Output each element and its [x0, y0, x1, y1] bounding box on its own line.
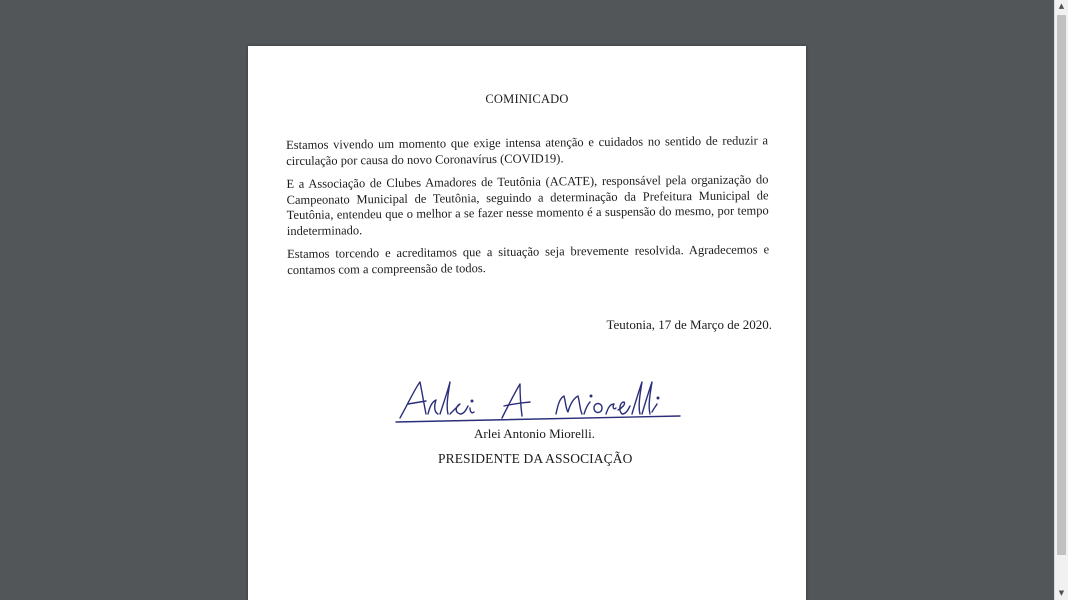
- scrollbar-thumb[interactable]: [1057, 15, 1066, 555]
- signer-role: PRESIDENTE DA ASSOCIAÇÃO: [438, 451, 633, 466]
- vertical-scrollbar[interactable]: [1054, 0, 1068, 600]
- scroll-down-arrow-icon[interactable]: ▼: [1058, 589, 1065, 597]
- signer-name: Arlei Antonio Miorelli.: [474, 426, 595, 441]
- document-page: [248, 46, 806, 600]
- handwritten-signature: [394, 374, 684, 424]
- scroll-up-arrow-icon[interactable]: ▲: [1058, 2, 1065, 10]
- paragraph-3: Estamos torcendo e acreditamos que a situação seja brevemente resolvida. Agradecemos e contamos com a compreensão de todos.: [287, 242, 770, 277]
- paragraph-1: Estamos vivendo um momento que exige intensa atenção e cuidados no sentido de reduzir a circulação por causa do novo Coronavírus (COVID19).: [286, 133, 769, 168]
- paragraph-2: E a Associação de Clubes Amadores de Teutônia (ACATE), responsável pela organização do Campeonato Municipal de Teutônia, seguindo a determinação da Prefeitura Municipal de Teutônia, entendeu que o melhor a se fazer nesse momento é a suspensão do mesmo, por tempo indeterminado.: [286, 172, 769, 238]
- document-title: COMINICADO: [485, 92, 569, 106]
- document-body: [286, 133, 769, 286]
- place-and-date: Teutonia, 17 de Março de 2020.: [606, 317, 772, 332]
